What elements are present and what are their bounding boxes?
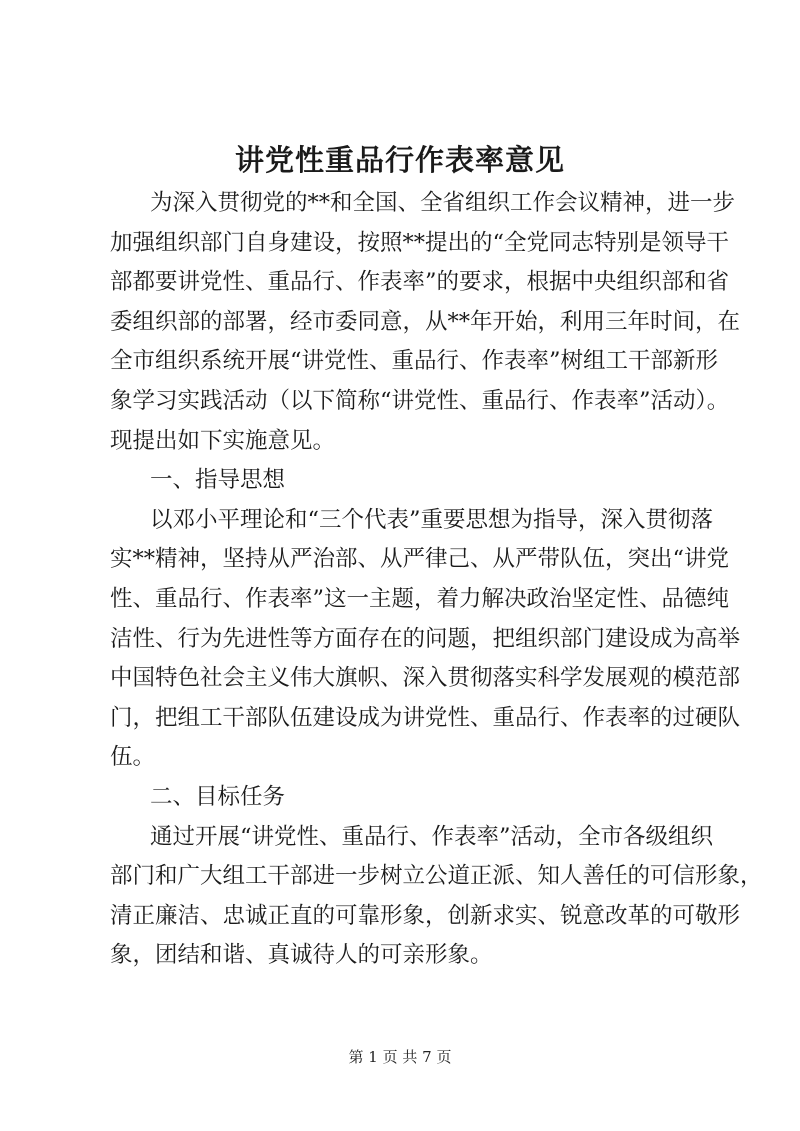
paragraph-line: 伍。 <box>110 744 156 771</box>
paragraph-line: 性、重品行、作表率”这一主题，着力解决政治坚定性、品德纯 <box>110 585 730 612</box>
paragraph-line: 洁性、行为先进性等方面存在的问题，把组织部门建设成为高举 <box>110 625 741 652</box>
paragraph-line: 为深入贯彻党的**和全国、全省组织工作会议精神，进一步 <box>150 190 736 216</box>
paragraph-line: 现提出如下实施意见。 <box>110 427 336 454</box>
paragraph-line: 象学习实践活动（以下简称“讲党性、重品行、作表率”活动）。 <box>110 387 730 414</box>
paragraph-line: 门，把组工干部队伍建设成为讲党性、重品行、作表率的过硬队 <box>110 704 741 731</box>
paragraph-line: 通过开展“讲党性、重品行、作表率”活动，全市各级组织 <box>150 823 714 850</box>
page-footer: 第 1 页 共 7 页 <box>348 1048 452 1066</box>
paragraph-line: 象，团结和谐、真诚待人的可亲形象。 <box>110 942 493 969</box>
paragraph-line: 一、指导思想 <box>150 467 286 494</box>
paragraph-line: 中国特色社会主义伟大旗帜、深入贯彻落实科学发展观的模范部 <box>110 665 741 692</box>
paragraph-line: 加强组织部门自身建设，按照**提出的“全党同志特别是领导干 <box>110 229 730 256</box>
document-title: 讲党性重品行作表率意见 <box>234 143 565 177</box>
paragraph-line: 全市组织系统开展“讲党性、重品行、作表率”树组工干部新形 <box>110 348 719 375</box>
paragraph-line: 实**精神，坚持从严治部、从严律己、从严带队伍，突出“讲党 <box>110 546 730 573</box>
paragraph-line: 以邓小平理论和“三个代表”重要思想为指导，深入贯彻落 <box>150 506 714 533</box>
document-body <box>110 184 763 976</box>
paragraph-line: 部门和广大组工干部进一步树立公道正派、知人善任的可信形象， <box>110 863 763 890</box>
paragraph-line: 清正廉洁、忠诚正直的可靠形象，创新求实、锐意改革的可敬形 <box>110 902 741 929</box>
paragraph-line: 部都要讲党性、重品行、作表率”的要求，根据中央组织部和省 <box>110 269 730 296</box>
paragraph-line: 委组织部的部署，经市委同意，从**年开始，利用三年时间，在 <box>110 308 741 335</box>
paragraph-line: 二、目标任务 <box>150 783 286 810</box>
